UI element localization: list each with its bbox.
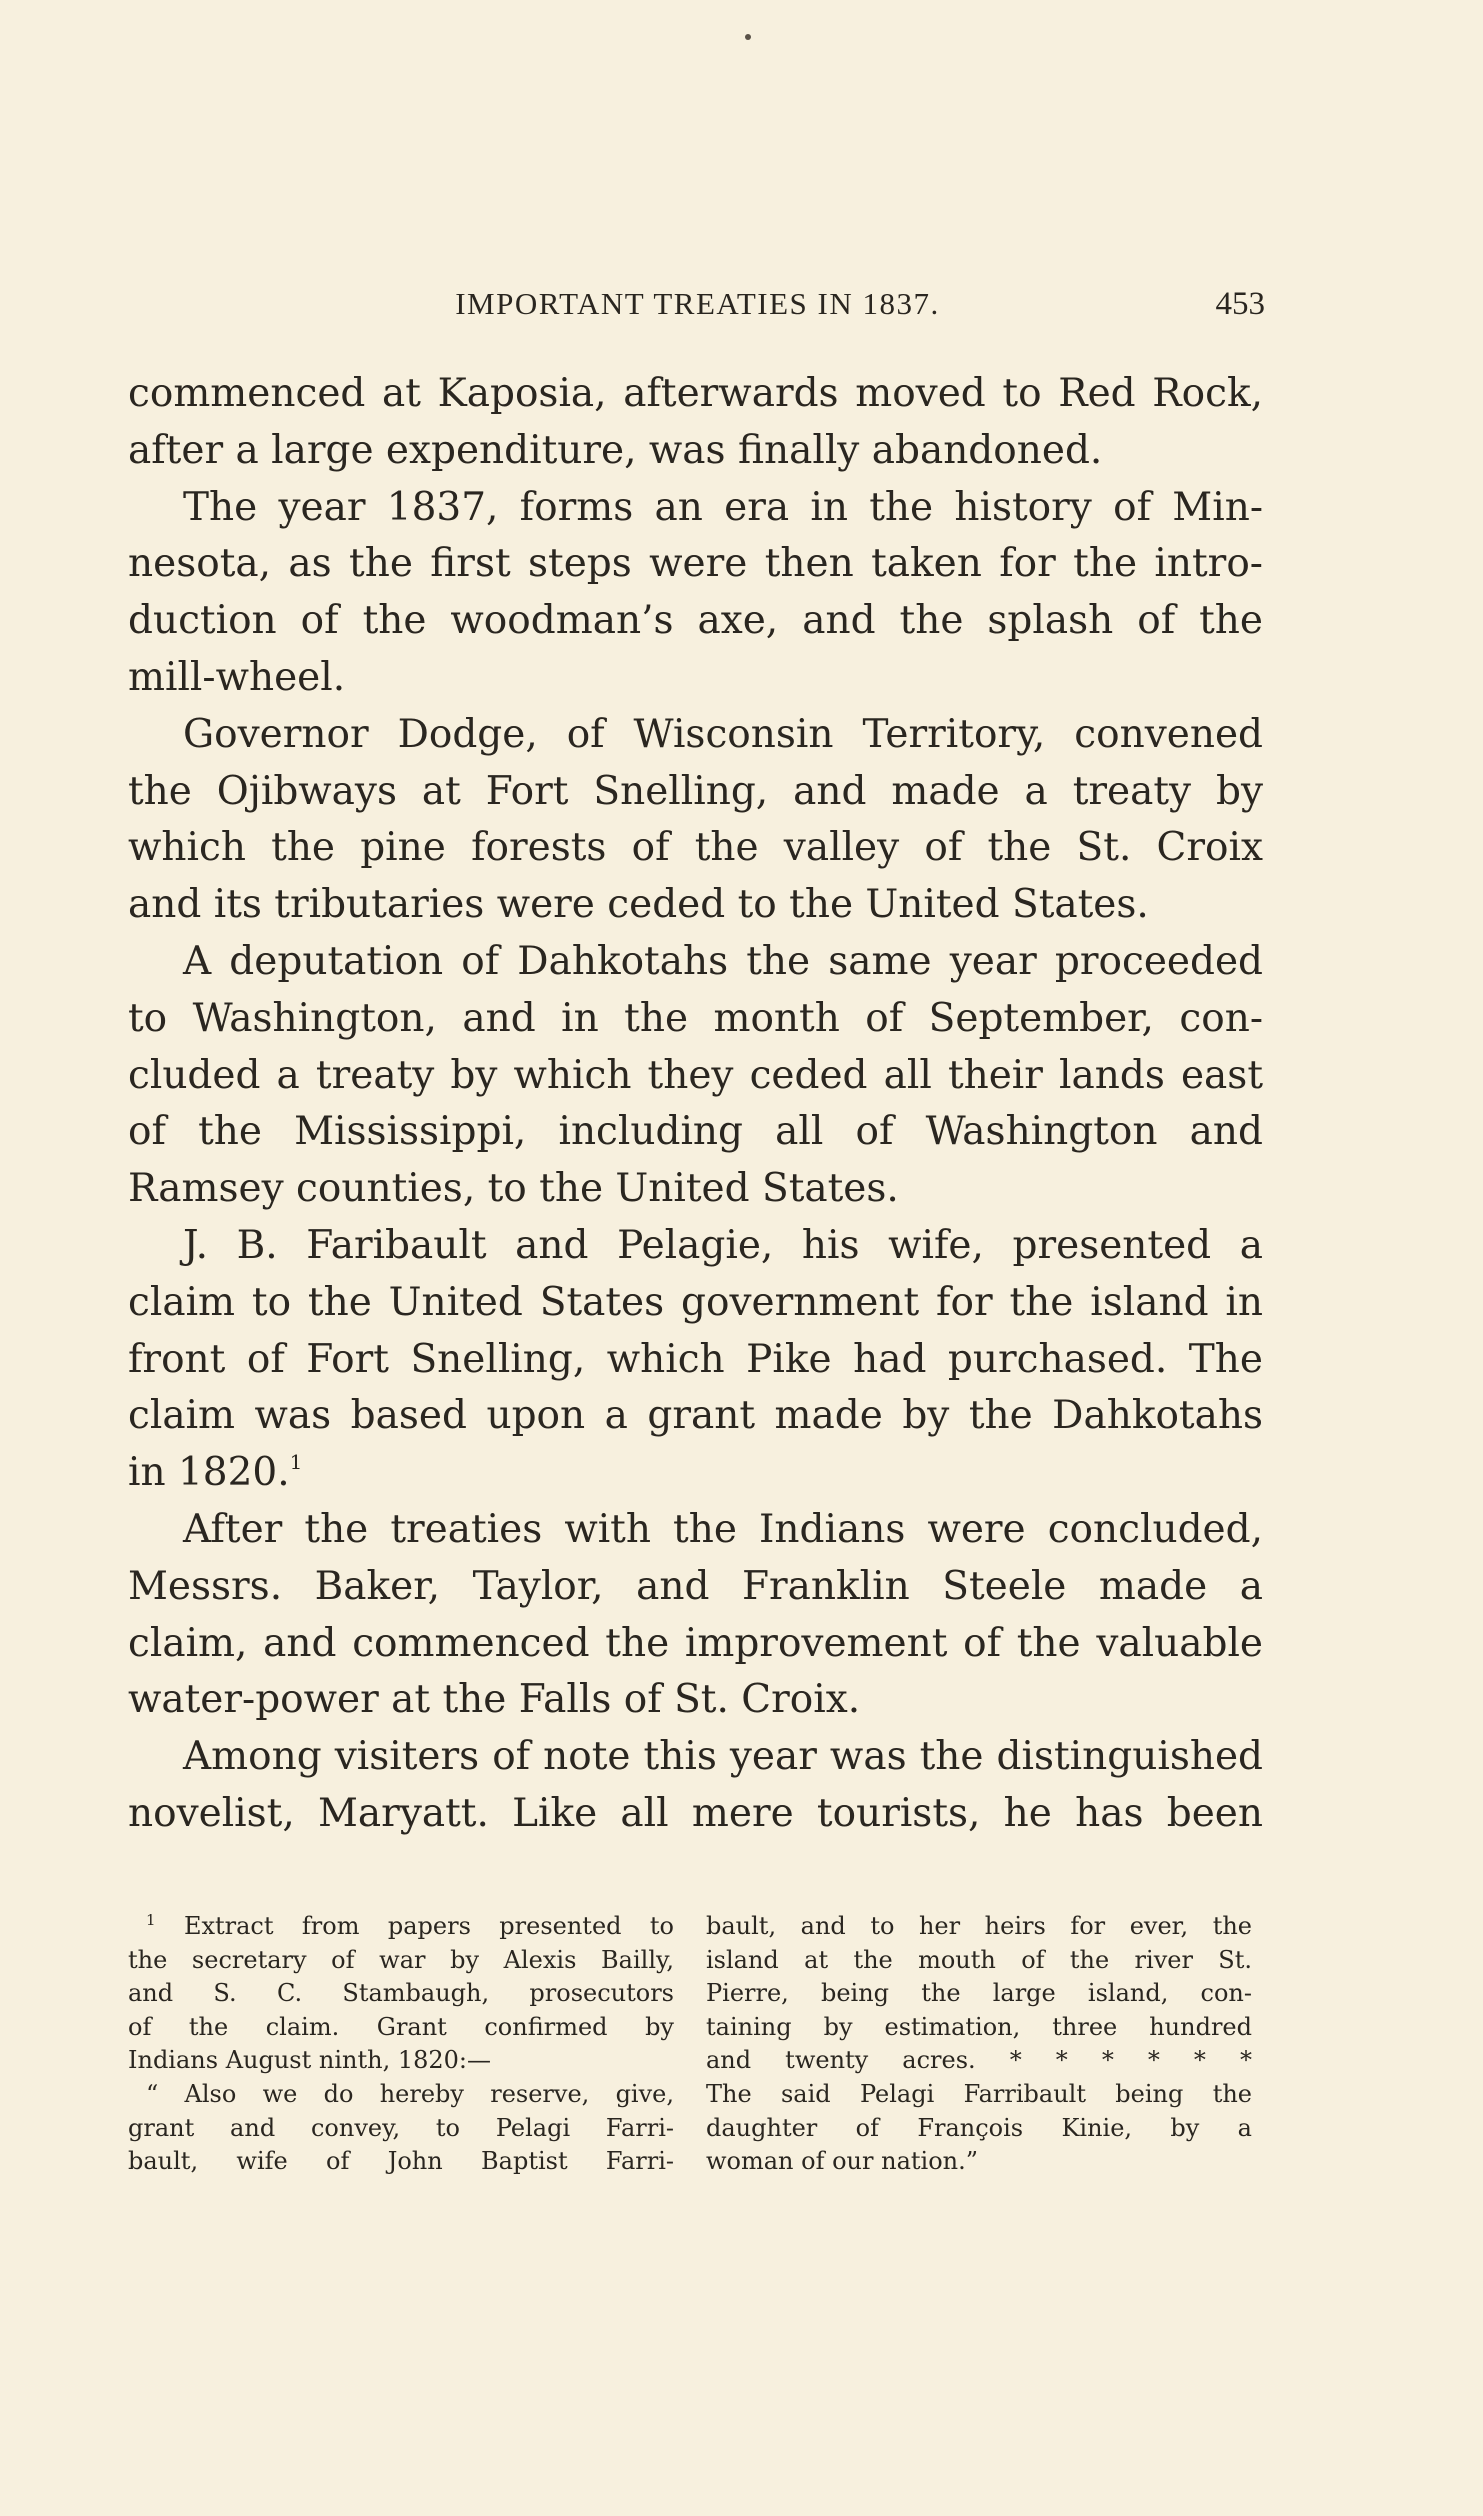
- body-line: the Ojibways at Fort Snelling, and made a treaty by: [128, 768, 1263, 814]
- body-line: The year 1837, forms an era in the history of Min-: [183, 484, 1263, 530]
- body-line: nesota, as the first steps were then taken for the intro-: [128, 541, 1263, 587]
- body-line: duction of the woodman’s axe, and the splash of the: [128, 598, 1263, 644]
- body-line: J. B. Faribault and Pelagie, his wife, presented a: [183, 1222, 1263, 1268]
- body-line: Messrs. Baker, Taylor, and Franklin Steele made a: [128, 1563, 1263, 1609]
- body-line: claim was based upon a grant made by the Dahkotahs: [128, 1393, 1263, 1439]
- body-line: which the pine forests of the valley of the St. Croix: [128, 825, 1263, 871]
- footnote-column-right: [706, 1910, 1252, 2179]
- footnote-line: taining by estimation, three hundred: [706, 2012, 1252, 2041]
- body-line: front of Fort Snelling, which Pike had purchased. The: [128, 1336, 1263, 1382]
- footnote-line: the secretary of war by Alexis Bailly,: [128, 1945, 674, 1974]
- body-line: A deputation of Dahkotahs the same year proceeded: [183, 938, 1263, 984]
- footnote-line: bault, wife of John Baptist Farri-: [128, 2147, 674, 2176]
- footnote-line: Pierre, being the large island, con-: [706, 1979, 1252, 2008]
- footnote-line: grant and convey, to Pelagi Farri-: [128, 2113, 674, 2142]
- body-line: claim to the United States government for the island in: [128, 1279, 1263, 1325]
- body-line: commenced at Kaposia, afterwards moved to Red Rock,: [128, 371, 1263, 416]
- body-line: Among visiters of note this year was the distinguished: [183, 1734, 1263, 1780]
- footnote-line: of the claim. Grant confirmed by: [128, 2012, 674, 2041]
- body-line: Ramsey counties, to the United States.: [128, 1166, 899, 1212]
- body-line: of the Mississippi, including all of Washington and: [128, 1109, 1263, 1155]
- running-head: [130, 286, 1265, 336]
- footnote-line: woman of our nation.”: [706, 2147, 979, 2176]
- body-text: [128, 366, 1263, 1843]
- body-line: cluded a treaty by which they ceded all their lands east: [128, 1052, 1263, 1098]
- printing-speck: [745, 34, 751, 40]
- footnote-line: “ Also we do hereby reserve, give,: [146, 2079, 674, 2108]
- body-line: novelist, Maryatt. Like all mere tourists, he has been: [128, 1790, 1263, 1836]
- footnote-line: daughter of François Kinie, by a: [706, 2113, 1252, 2142]
- body-line: [128, 1445, 1263, 1502]
- footnote-line: [128, 1910, 674, 1944]
- footnote-line: island at the mouth of the river St.: [706, 1945, 1252, 1974]
- footnote-line: Indians August ninth, 1820:—: [128, 2046, 491, 2075]
- footnote-line: bault, and to her heirs for ever, the: [706, 1912, 1252, 1940]
- footnote-marker: 1: [146, 1911, 156, 1929]
- body-line: to Washington, and in the month of September, con-: [128, 995, 1263, 1041]
- body-line: Governor Dodge, of Wisconsin Territory, convened: [183, 711, 1263, 757]
- body-line: after a large expenditure, was finally abandoned.: [128, 427, 1103, 473]
- body-line: claim, and commenced the improvement of the valuable: [128, 1620, 1263, 1666]
- body-line: water-power at the Falls of St. Croix.: [128, 1677, 861, 1723]
- footnote-line: and twenty acres. * * * * * *: [706, 2046, 1252, 2075]
- body-line-text: in 1820.: [128, 1450, 290, 1496]
- body-line: and its tributaries were ceded to the United States.: [128, 882, 1149, 928]
- running-title: IMPORTANT TREATIES IN 1837.: [455, 286, 940, 321]
- footnote-reference: 1: [289, 1450, 303, 1475]
- body-line: mill-wheel.: [128, 654, 346, 700]
- footnote-line: The said Pelagi Farribault being the: [706, 2079, 1252, 2108]
- page-number: 453: [1215, 286, 1265, 322]
- footnote-line-text: Extract from papers presented to: [155, 1912, 674, 1940]
- body-line: After the treaties with the Indians were concluded,: [183, 1506, 1263, 1552]
- footnote-line: and S. C. Stambaugh, prosecutors: [128, 1979, 674, 2008]
- footnote-column-left: [128, 1910, 674, 2179]
